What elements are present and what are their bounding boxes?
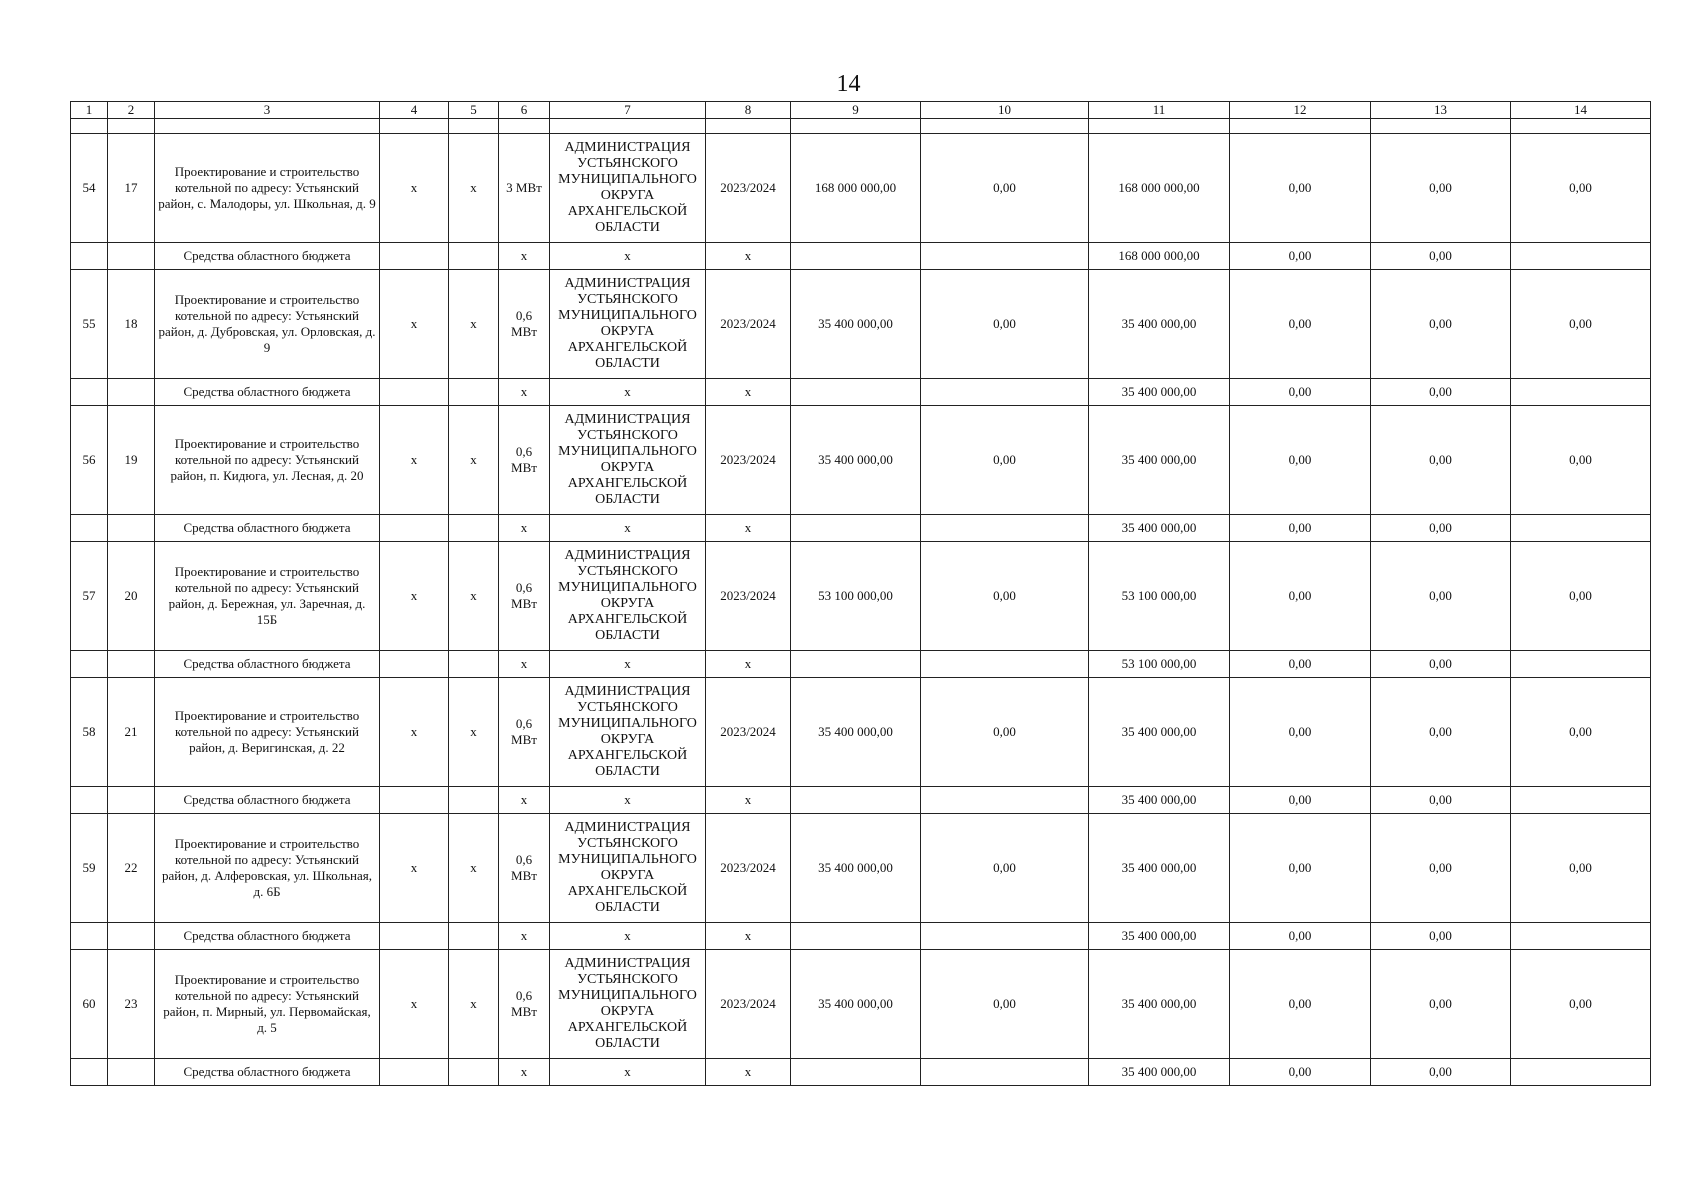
org-line: МУНИЦИПАЛЬНОГО (558, 988, 697, 1003)
funding-source-row (71, 1059, 1651, 1086)
org-line: АДМИНИСТРАЦИЯ (564, 548, 691, 563)
sub-col-6-value: x (499, 651, 550, 678)
col-10-value: 0,00 (921, 134, 1089, 243)
col-5-value: x (449, 950, 499, 1059)
org-line: ОКРУГА (600, 188, 655, 203)
total-cost-value: 53 100 000,00 (791, 542, 921, 651)
table-row (71, 134, 1651, 243)
org-line: МУНИЦИПАЛЬНОГО (558, 308, 697, 323)
capacity-value: 0,6 МВт (499, 406, 550, 515)
sub-col-6-value: x (499, 515, 550, 542)
funding-source-label: Средства областного бюджета (155, 923, 380, 950)
capacity-value: 0,6 МВт (499, 814, 550, 923)
funding-source-label: Средства областного бюджета (155, 243, 380, 270)
responsible-organization (550, 406, 706, 515)
sub-col-12-value: 0,00 (1230, 651, 1371, 678)
sub-col-7-value: x (550, 787, 706, 814)
header-cell: 10 (921, 102, 1089, 119)
project-description: Проектирование и строительство котельной по адресу: Устьянский район, д. Веригинская, д. 22 (155, 678, 380, 787)
sub-col-13-value: 0,00 (1371, 1059, 1511, 1086)
org-line: ОКРУГА (600, 732, 655, 747)
funding-source-label: Средства областного бюджета (155, 1059, 380, 1086)
table-row (71, 814, 1651, 923)
org-line: УСТЬЯНСКОГО (577, 292, 678, 307)
sub-col-6-value: x (499, 379, 550, 406)
funding-source-row (71, 923, 1651, 950)
col-12-value: 0,00 (1230, 678, 1371, 787)
col-14-value: 0,00 (1511, 678, 1651, 787)
org-line: ОКРУГА (600, 596, 655, 611)
col-14-value: 0,00 (1511, 134, 1651, 243)
sub-col-6-value: x (499, 787, 550, 814)
org-line: МУНИЦИПАЛЬНОГО (558, 852, 697, 867)
org-line: УСТЬЯНСКОГО (577, 428, 678, 443)
col-12-value: 0,00 (1230, 134, 1371, 243)
col-10-value: 0,00 (921, 542, 1089, 651)
total-cost-value: 168 000 000,00 (791, 134, 921, 243)
col-13-value: 0,00 (1371, 406, 1511, 515)
project-description: Проектирование и строительство котельной по адресу: Устьянский район, п. Мирный, ул. Первомайская, д. 5 (155, 950, 380, 1059)
col-12-value: 0,00 (1230, 814, 1371, 923)
org-line: АДМИНИСТРАЦИЯ (564, 412, 691, 427)
sub-col-8-value: x (706, 787, 791, 814)
sub-col-13-value: 0,00 (1371, 379, 1511, 406)
row-number: 54 (71, 134, 108, 243)
header-cell: 9 (791, 102, 921, 119)
sub-col-13-value: 0,00 (1371, 923, 1511, 950)
org-line: ОБЛАСТИ (595, 220, 660, 235)
col-4-value: x (380, 406, 449, 515)
capacity-value: 3 МВт (499, 134, 550, 243)
col-11-value: 35 400 000,00 (1089, 950, 1230, 1059)
sub-col-8-value: x (706, 923, 791, 950)
sub-col-11-value: 35 400 000,00 (1089, 787, 1230, 814)
row-sub-number: 17 (108, 134, 155, 243)
col-13-value: 0,00 (1371, 950, 1511, 1059)
sub-col-8-value: x (706, 379, 791, 406)
org-line: ОКРУГА (600, 324, 655, 339)
org-line: МУНИЦИПАЛЬНОГО (558, 444, 697, 459)
total-cost-value: 35 400 000,00 (791, 406, 921, 515)
sub-col-11-value: 35 400 000,00 (1089, 923, 1230, 950)
sub-col-6-value: x (499, 1059, 550, 1086)
org-line: МУНИЦИПАЛЬНОГО (558, 580, 697, 595)
sub-col-8-value: x (706, 243, 791, 270)
org-line: ОБЛАСТИ (595, 900, 660, 915)
project-description: Проектирование и строительство котельной по адресу: Устьянский район, п. Кидюга, ул. Лесная, д. 20 (155, 406, 380, 515)
sub-col-6-value: x (499, 243, 550, 270)
sub-col-12-value: 0,00 (1230, 243, 1371, 270)
sub-col-11-value: 53 100 000,00 (1089, 651, 1230, 678)
org-line: АДМИНИСТРАЦИЯ (564, 140, 691, 155)
funding-source-row (71, 787, 1651, 814)
table-row (71, 950, 1651, 1059)
period-value: 2023/2024 (706, 134, 791, 243)
period-value: 2023/2024 (706, 814, 791, 923)
col-11-value: 35 400 000,00 (1089, 678, 1230, 787)
row-sub-number: 20 (108, 542, 155, 651)
row-number: 58 (71, 678, 108, 787)
org-line: ОБЛАСТИ (595, 492, 660, 507)
org-line: АРХАНГЕЛЬСКОЙ (567, 340, 688, 355)
org-line: ОКРУГА (600, 460, 655, 475)
col-4-value: x (380, 950, 449, 1059)
responsible-organization (550, 814, 706, 923)
org-line: УСТЬЯНСКОГО (577, 700, 678, 715)
row-number: 60 (71, 950, 108, 1059)
org-line: ОКРУГА (600, 868, 655, 883)
header-cell: 6 (499, 102, 550, 119)
table-row (71, 270, 1651, 379)
header-cell: 2 (108, 102, 155, 119)
project-description: Проектирование и строительство котельной по адресу: Устьянский район, д. Бережная, ул. Заречная, д. 15Б (155, 542, 380, 651)
table-row (71, 406, 1651, 515)
funding-source-label: Средства областного бюджета (155, 787, 380, 814)
sub-col-13-value: 0,00 (1371, 787, 1511, 814)
total-cost-value: 35 400 000,00 (791, 950, 921, 1059)
period-value: 2023/2024 (706, 678, 791, 787)
project-description: Проектирование и строительство котельной по адресу: Устьянский район, д. Дубровская, ул. Орловская, д. 9 (155, 270, 380, 379)
sub-col-7-value: x (550, 1059, 706, 1086)
col-4-value: x (380, 678, 449, 787)
sub-col-6-value: x (499, 923, 550, 950)
org-line: УСТЬЯНСКОГО (577, 156, 678, 171)
col-13-value: 0,00 (1371, 542, 1511, 651)
col-5-value: x (449, 814, 499, 923)
header-cell: 12 (1230, 102, 1371, 119)
row-number: 56 (71, 406, 108, 515)
row-number: 57 (71, 542, 108, 651)
sub-col-11-value: 35 400 000,00 (1089, 379, 1230, 406)
responsible-organization (550, 542, 706, 651)
sub-col-7-value: x (550, 243, 706, 270)
sub-col-13-value: 0,00 (1371, 515, 1511, 542)
col-12-value: 0,00 (1230, 270, 1371, 379)
org-line: УСТЬЯНСКОГО (577, 564, 678, 579)
funding-source-label: Средства областного бюджета (155, 379, 380, 406)
page-number: 14 (836, 71, 861, 97)
header-cell: 14 (1511, 102, 1651, 119)
org-line: АРХАНГЕЛЬСКОЙ (567, 748, 688, 763)
sub-col-11-value: 35 400 000,00 (1089, 1059, 1230, 1086)
column-number-header (71, 102, 1651, 119)
org-line: УСТЬЯНСКОГО (577, 836, 678, 851)
sub-col-7-value: x (550, 651, 706, 678)
org-line: ОБЛАСТИ (595, 628, 660, 643)
col-12-value: 0,00 (1230, 542, 1371, 651)
col-13-value: 0,00 (1371, 134, 1511, 243)
sub-col-8-value: x (706, 651, 791, 678)
header-cell: 4 (380, 102, 449, 119)
row-number: 59 (71, 814, 108, 923)
sub-col-13-value: 0,00 (1371, 243, 1511, 270)
col-10-value: 0,00 (921, 814, 1089, 923)
capacity-value: 0,6 МВт (499, 270, 550, 379)
row-sub-number: 18 (108, 270, 155, 379)
org-line: ОБЛАСТИ (595, 764, 660, 779)
responsible-organization (550, 270, 706, 379)
sub-col-12-value: 0,00 (1230, 515, 1371, 542)
funding-source-row (71, 243, 1651, 270)
col-11-value: 35 400 000,00 (1089, 406, 1230, 515)
col-5-value: x (449, 406, 499, 515)
project-description: Проектирование и строительство котельной по адресу: Устьянский район, с. Малодоры, ул. Школьная, д. 9 (155, 134, 380, 243)
col-13-value: 0,00 (1371, 270, 1511, 379)
col-4-value: x (380, 134, 449, 243)
col-11-value: 35 400 000,00 (1089, 814, 1230, 923)
sub-col-8-value: x (706, 515, 791, 542)
col-11-value: 35 400 000,00 (1089, 270, 1230, 379)
col-4-value: x (380, 542, 449, 651)
row-sub-number: 23 (108, 950, 155, 1059)
col-14-value: 0,00 (1511, 406, 1651, 515)
responsible-organization (550, 678, 706, 787)
period-value: 2023/2024 (706, 406, 791, 515)
org-line: УСТЬЯНСКОГО (577, 972, 678, 987)
col-5-value: x (449, 134, 499, 243)
row-sub-number: 22 (108, 814, 155, 923)
sub-col-12-value: 0,00 (1230, 379, 1371, 406)
sub-col-12-value: 0,00 (1230, 787, 1371, 814)
org-line: АРХАНГЕЛЬСКОЙ (567, 884, 688, 899)
funding-source-label: Средства областного бюджета (155, 515, 380, 542)
total-cost-value: 35 400 000,00 (791, 814, 921, 923)
blank-row (71, 119, 1651, 134)
funding-source-label: Средства областного бюджета (155, 651, 380, 678)
funding-source-row (71, 379, 1651, 406)
row-sub-number: 21 (108, 678, 155, 787)
org-line: МУНИЦИПАЛЬНОГО (558, 172, 697, 187)
project-description: Проектирование и строительство котельной по адресу: Устьянский район, д. Алферовская, ул. Школьная, д. 6Б (155, 814, 380, 923)
header-cell: 11 (1089, 102, 1230, 119)
total-cost-value: 35 400 000,00 (791, 678, 921, 787)
capacity-value: 0,6 МВт (499, 950, 550, 1059)
org-line: ОБЛАСТИ (595, 1036, 660, 1051)
col-5-value: x (449, 542, 499, 651)
table-row (71, 542, 1651, 651)
period-value: 2023/2024 (706, 542, 791, 651)
col-12-value: 0,00 (1230, 950, 1371, 1059)
col-4-value: x (380, 270, 449, 379)
org-line: АРХАНГЕЛЬСКОЙ (567, 476, 688, 491)
org-line: АРХАНГЕЛЬСКОЙ (567, 612, 688, 627)
org-line: АДМИНИСТРАЦИЯ (564, 956, 691, 971)
row-number: 55 (71, 270, 108, 379)
capacity-value: 0,6 МВт (499, 542, 550, 651)
col-10-value: 0,00 (921, 950, 1089, 1059)
org-line: АДМИНИСТРАЦИЯ (564, 684, 691, 699)
org-line: ОБЛАСТИ (595, 356, 660, 371)
header-cell: 1 (71, 102, 108, 119)
sub-col-11-value: 168 000 000,00 (1089, 243, 1230, 270)
responsible-organization (550, 134, 706, 243)
col-10-value: 0,00 (921, 678, 1089, 787)
org-line: МУНИЦИПАЛЬНОГО (558, 716, 697, 731)
capacity-value: 0,6 МВт (499, 678, 550, 787)
header-cell: 3 (155, 102, 380, 119)
org-line: АРХАНГЕЛЬСКОЙ (567, 1020, 688, 1035)
col-14-value: 0,00 (1511, 950, 1651, 1059)
col-5-value: x (449, 270, 499, 379)
period-value: 2023/2024 (706, 270, 791, 379)
col-14-value: 0,00 (1511, 270, 1651, 379)
sub-col-8-value: x (706, 1059, 791, 1086)
sub-col-13-value: 0,00 (1371, 651, 1511, 678)
sub-col-12-value: 0,00 (1230, 923, 1371, 950)
header-cell: 7 (550, 102, 706, 119)
col-10-value: 0,00 (921, 270, 1089, 379)
sub-col-7-value: x (550, 515, 706, 542)
header-cell: 13 (1371, 102, 1511, 119)
col-14-value: 0,00 (1511, 542, 1651, 651)
program-table (70, 101, 1651, 1086)
sub-col-12-value: 0,00 (1230, 1059, 1371, 1086)
funding-source-row (71, 651, 1651, 678)
org-line: АДМИНИСТРАЦИЯ (564, 276, 691, 291)
total-cost-value: 35 400 000,00 (791, 270, 921, 379)
funding-source-row (71, 515, 1651, 542)
period-value: 2023/2024 (706, 950, 791, 1059)
header-cell: 5 (449, 102, 499, 119)
col-14-value: 0,00 (1511, 814, 1651, 923)
col-11-value: 53 100 000,00 (1089, 542, 1230, 651)
col-11-value: 168 000 000,00 (1089, 134, 1230, 243)
header-cell: 8 (706, 102, 791, 119)
org-line: АРХАНГЕЛЬСКОЙ (567, 204, 688, 219)
org-line: АДМИНИСТРАЦИЯ (564, 820, 691, 835)
table-row (71, 678, 1651, 787)
sub-col-7-value: x (550, 379, 706, 406)
sub-col-11-value: 35 400 000,00 (1089, 515, 1230, 542)
col-5-value: x (449, 678, 499, 787)
responsible-organization (550, 950, 706, 1059)
col-12-value: 0,00 (1230, 406, 1371, 515)
row-sub-number: 19 (108, 406, 155, 515)
col-13-value: 0,00 (1371, 678, 1511, 787)
col-10-value: 0,00 (921, 406, 1089, 515)
col-13-value: 0,00 (1371, 814, 1511, 923)
col-4-value: x (380, 814, 449, 923)
sub-col-7-value: x (550, 923, 706, 950)
org-line: ОКРУГА (600, 1004, 655, 1019)
